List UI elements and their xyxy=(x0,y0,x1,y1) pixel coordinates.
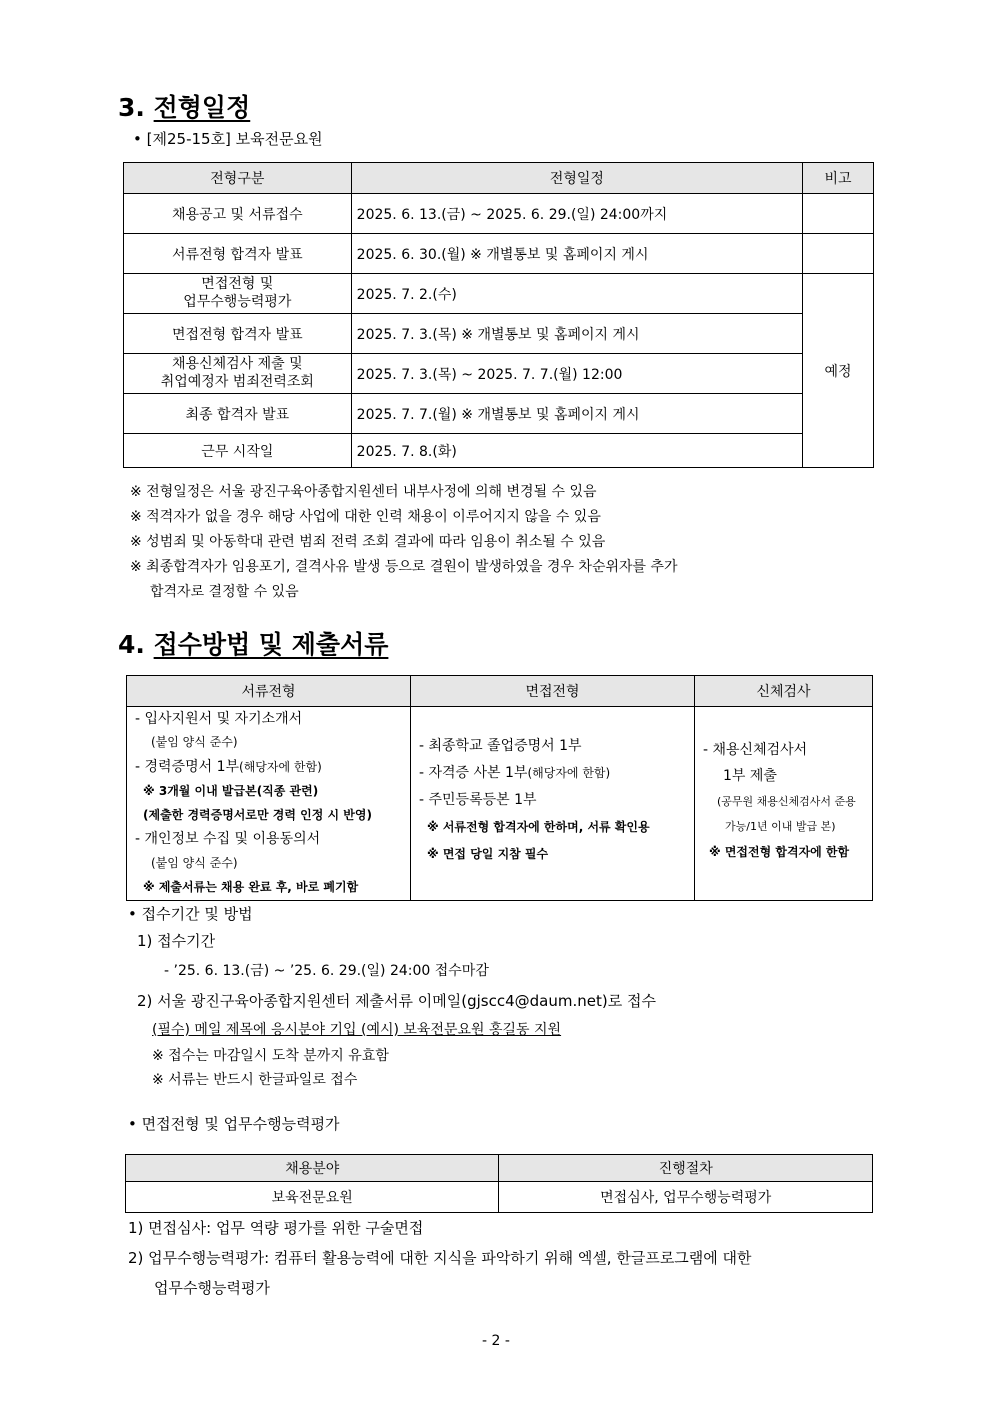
table-row xyxy=(124,394,874,434)
schedule-cell: 2025. 7. 2.(수) xyxy=(351,274,802,314)
section3-subtitle xyxy=(133,128,323,149)
note-line: ※ 최종합격자가 임용포기, 결격사유 발생 등으로 결원이 발생하였을 경우 차순위자를 추가 xyxy=(130,559,678,575)
table-row xyxy=(124,194,874,234)
section3-title: 전형일정 xyxy=(153,93,251,122)
doc-line: - 입사지원서 및 자기소개서 xyxy=(135,711,303,727)
note-cell xyxy=(803,194,874,234)
stage-cell xyxy=(124,274,352,314)
documents-cell-col3 xyxy=(695,707,873,901)
stage-cell: 서류전형 합격자 발표 xyxy=(124,234,352,274)
table-row xyxy=(126,1182,873,1213)
table-row xyxy=(127,707,873,901)
documents-cell-col1 xyxy=(127,707,411,901)
documents-table xyxy=(126,675,873,901)
doc-line: 가능/1년 이내 발급 본) xyxy=(725,820,836,833)
note-line: ※ 전형일정은 서울 광진구육아종합지원센터 내부사정에 의해 변경될 수 있음 xyxy=(130,484,597,500)
interview-title xyxy=(128,1113,340,1134)
table-row xyxy=(124,354,874,394)
section4-title: 접수방법 및 제출서류 xyxy=(153,630,389,659)
stage-line: 업무수행능력평가 xyxy=(183,293,292,310)
doc-line: (공무원 채용신체검사서 준용 xyxy=(717,795,856,808)
doc-line: - 최종학교 졸업증명서 1부 xyxy=(419,738,582,754)
stage-cell: 근무 시작일 xyxy=(124,434,352,468)
stage-cell: 면접전형 합격자 발표 xyxy=(124,314,352,354)
period-title xyxy=(128,902,656,927)
doc-line: - 채용신체검사서 xyxy=(703,742,808,758)
note-line: ※ 적격자가 없을 경우 해당 사업에 대한 인력 채용이 이루어지지 않을 수 있음 xyxy=(130,509,601,525)
interview-items xyxy=(128,1213,752,1303)
interview-item: 1) 면접심사: 업무 역량 평가를 위한 구술면접 xyxy=(128,1219,424,1237)
schedule-cell: 2025. 6. 30.(월) ※ 개별통보 및 홈페이지 게시 xyxy=(351,234,802,274)
table-header: 채용분야 xyxy=(126,1155,499,1182)
period-item: 2) 서울 광진구육아종합지원센터 제출서류 이메일(gjscc4@daum.net)로 접수 xyxy=(137,992,656,1010)
schedule-notes xyxy=(130,480,678,605)
table-row xyxy=(124,234,874,274)
doc-line: - 개인정보 수집 및 이용동의서 xyxy=(135,831,321,847)
period-section xyxy=(128,902,656,1092)
schedule-cell: 2025. 7. 3.(목) ※ 개별통보 및 홈페이지 게시 xyxy=(351,314,802,354)
stage-cell: 최종 합격자 발표 xyxy=(124,394,352,434)
page-number: - 2 - xyxy=(482,1333,510,1349)
section3-number: 3. xyxy=(118,93,145,122)
doc-text: - 경력증명서 1부 xyxy=(135,759,240,775)
stage-line: 면접전형 및 xyxy=(201,276,274,292)
schedule-cell: 2025. 7. 8.(화) xyxy=(351,434,802,468)
stage-cell: 채용공고 및 서류접수 xyxy=(124,194,352,234)
merged-note-cell: 예정 xyxy=(803,274,874,468)
required-note: (필수) 메일 제목에 응시분야 기입 (예시) 보육전문요원 홍길동 지원 xyxy=(152,1022,562,1038)
doc-note-small: (해당자에 한함) xyxy=(527,766,611,780)
doc-line: ※ 3개월 이내 발급본(직종 관련) xyxy=(143,784,319,798)
doc-note-small: (해당자에 한함) xyxy=(239,760,322,774)
schedule-cell: 2025. 7. 3.(목) ~ 2025. 7. 7.(월) 12:00 xyxy=(351,354,802,394)
table-header: 진행절차 xyxy=(499,1155,873,1182)
table-header: 면접전형 xyxy=(411,676,695,707)
procedure-cell: 면접심사, 업무수행능력평가 xyxy=(499,1182,873,1213)
doc-line: (제출한 경력증명서로만 경력 인정 시 반영) xyxy=(143,808,372,822)
schedule-cell: 2025. 7. 7.(월) ※ 개별통보 및 홈페이지 게시 xyxy=(351,394,802,434)
doc-line: (붙임 양식 준수) xyxy=(151,856,238,870)
doc-line: ※ 면접 당일 지참 필수 xyxy=(427,847,549,861)
doc-line: - 주민등록등본 1부 xyxy=(419,792,537,808)
documents-cell-col2 xyxy=(411,707,695,901)
table-header: 비고 xyxy=(803,163,874,194)
schedule-table xyxy=(123,162,874,468)
table-header: 전형구분 xyxy=(124,163,352,194)
note-line: 합격자로 결정할 수 있음 xyxy=(150,584,299,600)
table-row xyxy=(124,274,874,314)
doc-line: 1부 제출 xyxy=(723,768,777,784)
doc-line: ※ 면접전형 합격자에 한함 xyxy=(709,845,850,859)
bullet-icon: • xyxy=(128,1115,137,1133)
stage-cell xyxy=(124,354,352,394)
table-row xyxy=(124,434,874,468)
doc-line: ※ 서류전형 합격자에 한하며, 서류 확인용 xyxy=(427,820,650,834)
interview-item: 업무수행능력평가 xyxy=(154,1279,270,1297)
period-item: 1) 접수기간 xyxy=(137,932,216,950)
doc-text: - 자격증 사본 1부 xyxy=(419,765,528,781)
subtitle-text: [제25-15호] 보육전문요원 xyxy=(146,130,323,148)
doc-line: (붙임 양식 준수) xyxy=(151,735,238,749)
interview-table xyxy=(125,1154,873,1213)
stage-line: 취업예정자 범죄전력조회 xyxy=(160,373,314,390)
table-header: 서류전형 xyxy=(127,676,411,707)
period-title-text: 접수기간 및 방법 xyxy=(141,905,253,923)
period-detail: - ’25. 6. 13.(금) ~ ’25. 6. 29.(일) 24:00 접수마감 xyxy=(164,963,489,979)
table-header: 신체검사 xyxy=(695,676,873,707)
section4-number: 4. xyxy=(118,630,145,659)
bullet-icon: • xyxy=(133,130,142,148)
field-cell: 보육전문요원 xyxy=(126,1182,499,1213)
section3-heading xyxy=(118,88,250,124)
table-header: 전형일정 xyxy=(351,163,802,194)
bullet-icon: • xyxy=(128,905,137,923)
doc-line xyxy=(419,760,690,787)
table-row xyxy=(124,314,874,354)
period-note: ※ 접수는 마감일시 도착 분까지 유효함 xyxy=(152,1048,389,1064)
note-line: ※ 성범죄 및 아동학대 관련 범죄 전력 조회 결과에 따라 임용이 취소될 수 있음 xyxy=(130,534,606,550)
interview-title-text: 면접전형 및 업무수행능력평가 xyxy=(141,1115,340,1133)
doc-line: ※ 제출서류는 채용 완료 후, 바로 폐기함 xyxy=(143,880,359,894)
schedule-cell: 2025. 6. 13.(금) ~ 2025. 6. 29.(일) 24:00까지 xyxy=(351,194,802,234)
doc-line xyxy=(135,755,406,779)
stage-line: 채용신체검사 제출 및 xyxy=(172,356,303,372)
note-cell xyxy=(803,234,874,274)
interview-item: 2) 업무수행능력평가: 컴퓨터 활용능력에 대한 지식을 파악하기 위해 엑셀, 한글프로그램에 대한 xyxy=(128,1249,752,1267)
period-note: ※ 서류는 반드시 한글파일로 접수 xyxy=(152,1072,358,1088)
section4-heading xyxy=(118,625,388,661)
